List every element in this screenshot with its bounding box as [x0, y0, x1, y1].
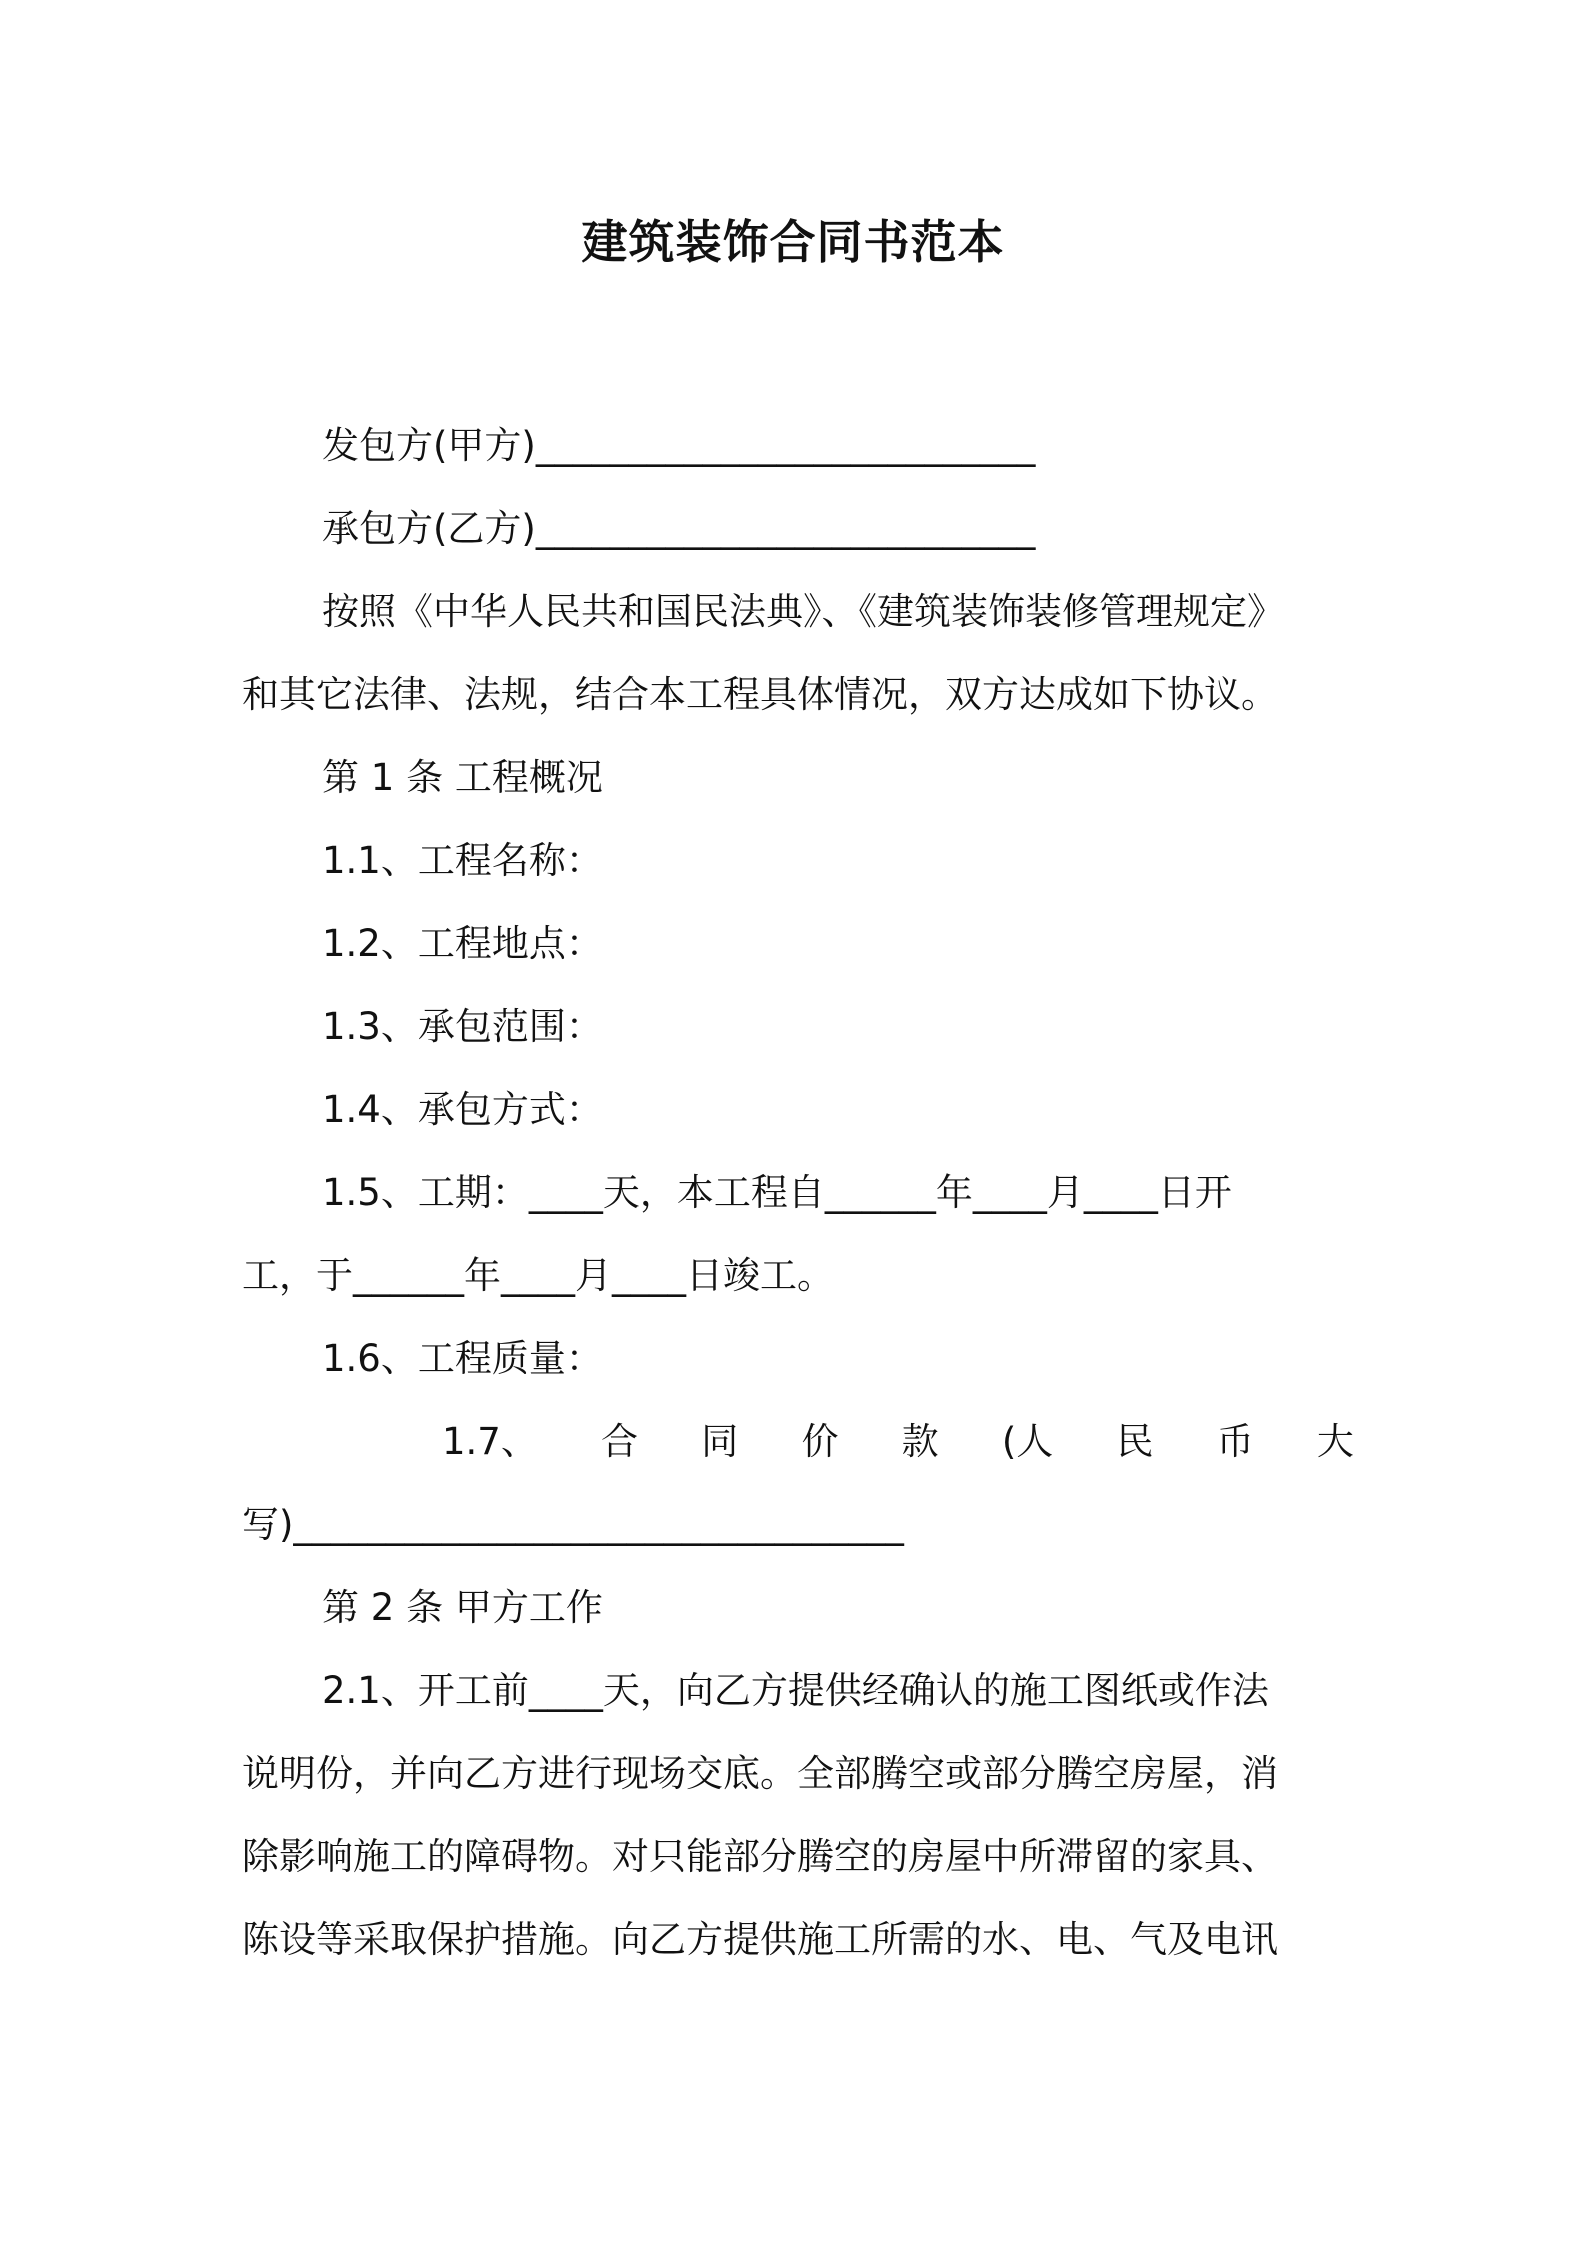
item-1-7-part: 款	[901, 1420, 939, 1463]
item-1-4: 1.4、承包方式：	[322, 1088, 603, 1131]
item-1-7-part: 民	[1116, 1420, 1154, 1463]
item-1-5-line-2: 工，于______年____月____日竣工。	[242, 1254, 834, 1297]
item-1-7-part: (人	[1001, 1420, 1054, 1463]
article-1-heading: 第 1 条 工程概况	[322, 756, 603, 799]
intro-line-2: 和其它法律、法规，结合本工程具体情况，双方达成如下协议。	[242, 673, 1278, 716]
item-1-7-part: 币	[1216, 1420, 1254, 1463]
item-1-7-part: 价	[801, 1420, 839, 1463]
item-1-1: 1.1、工程名称：	[322, 839, 603, 882]
item-1-7-part: 合	[601, 1420, 639, 1463]
item-2-1-line-3: 除影响施工的障碍物。对只能部分腾空的房屋中所滞留的家具、	[242, 1835, 1278, 1878]
item-1-7-part: 大	[1316, 1420, 1354, 1463]
item-2-1-line-1: 2.1、开工前____天，向乙方提供经确认的施工图纸或作法	[322, 1669, 1269, 1712]
item-1-7-line-1	[242, 1414, 1354, 1470]
item-1-3: 1.3、承包范围：	[322, 1005, 603, 1048]
item-1-7-line-2: 写)_________________________________	[242, 1503, 904, 1546]
item-1-6: 1.6、工程质量：	[322, 1337, 603, 1380]
party-a-line: 发包方(甲方)___________________________	[322, 424, 1036, 467]
document-title: 建筑装饰合同书范本	[581, 215, 1005, 269]
item-1-5-line-1: 1.5、工期：____天，本工程自______年____月____日开	[322, 1171, 1232, 1214]
item-1-2: 1.2、工程地点：	[322, 922, 603, 965]
intro-line-1: 按照《中华人民共和国民法典》、《建筑装饰装修管理规定》	[322, 590, 1284, 633]
item-1-7-part: 1.7、	[442, 1420, 538, 1463]
item-2-1-line-4: 陈设等采取保护措施。向乙方提供施工所需的水、电、气及电讯	[242, 1918, 1278, 1961]
item-1-7-part: 同	[701, 1420, 739, 1463]
item-2-1-line-2: 说明份，并向乙方进行现场交底。全部腾空或部分腾空房屋，消	[242, 1752, 1278, 1795]
article-2-heading: 第 2 条 甲方工作	[322, 1586, 603, 1629]
party-b-line: 承包方(乙方)___________________________	[322, 507, 1036, 550]
